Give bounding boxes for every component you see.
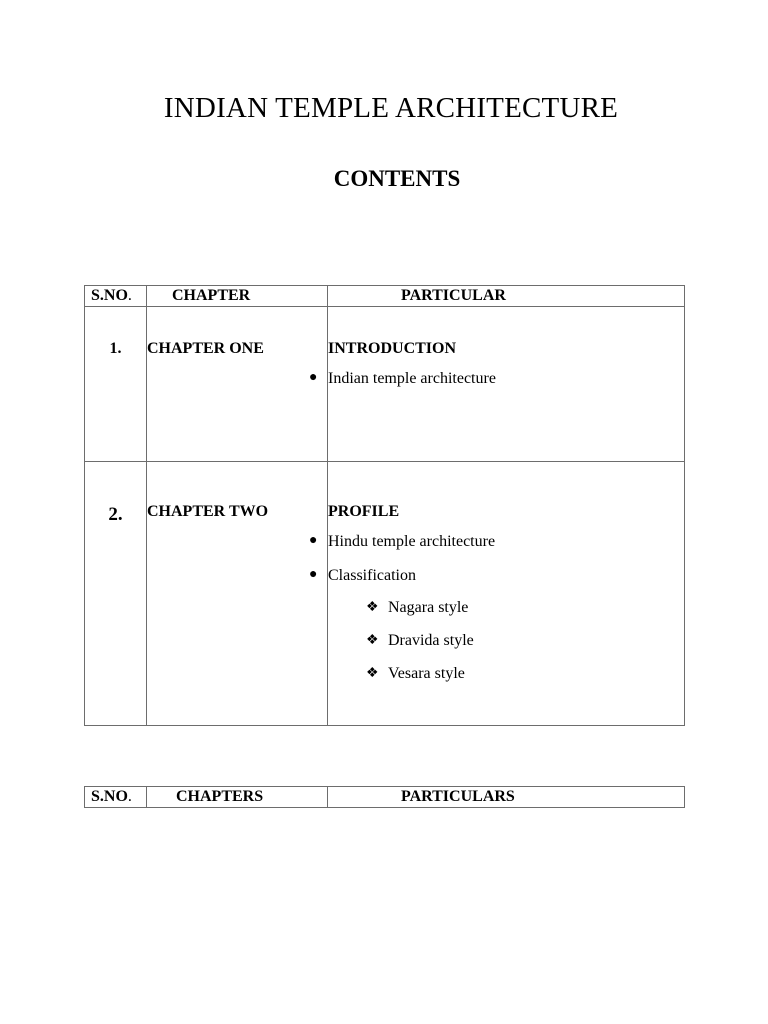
row-sno: 2. <box>85 462 147 726</box>
list-item <box>309 370 684 388</box>
list-item <box>328 632 684 650</box>
row-chapter: CHAPTER TWO <box>147 462 328 726</box>
list-item <box>309 567 684 585</box>
sub-bullet-list <box>328 599 684 683</box>
list-item-label: Dravida style <box>388 632 474 649</box>
row-chapter: CHAPTER ONE <box>147 307 328 462</box>
list-item-label: Vesara style <box>388 665 465 682</box>
diamond-star-icon: ❖ <box>366 633 379 648</box>
bullet-dot-icon: ● <box>309 370 318 385</box>
table-row <box>85 462 685 726</box>
list-item-label: Classification <box>328 567 416 584</box>
bullet-dot-icon: ● <box>309 533 318 548</box>
diamond-star-icon: ❖ <box>366 666 379 681</box>
header-sno: S.NO. <box>85 286 147 307</box>
header-sno: S.NO. <box>85 787 147 808</box>
bullet-dot-icon: ● <box>309 567 318 582</box>
list-item-label: Indian temple architecture <box>328 370 496 387</box>
list-item <box>328 665 684 683</box>
row-sno: 1. <box>85 307 147 462</box>
diamond-star-icon: ❖ <box>366 600 379 615</box>
header-particular: PARTICULAR <box>328 286 685 307</box>
table-header-row <box>85 787 685 808</box>
list-item <box>328 599 684 617</box>
bullet-list <box>309 370 684 388</box>
row-particular <box>309 462 685 726</box>
document-title: INDIAN TEMPLE ARCHITECTURE <box>163 92 619 124</box>
bullet-list <box>309 533 684 585</box>
header-chapter: CHAPTERS <box>147 787 328 808</box>
table-row <box>85 307 685 462</box>
header-particular: PARTICULARS <box>328 787 685 808</box>
list-item-label: Nagara style <box>388 599 469 616</box>
contents-table-continued <box>84 786 685 808</box>
header-chapter: CHAPTER <box>147 286 328 307</box>
contents-table <box>84 285 685 726</box>
list-item-label: Hindu temple architecture <box>328 533 496 550</box>
contents-heading: CONTENTS <box>333 166 461 191</box>
table-header-row <box>85 286 685 307</box>
list-item <box>309 533 684 551</box>
particular-title: PROFILE <box>328 503 400 520</box>
row-particular <box>309 307 685 462</box>
particular-title: INTRODUCTION <box>328 340 457 357</box>
